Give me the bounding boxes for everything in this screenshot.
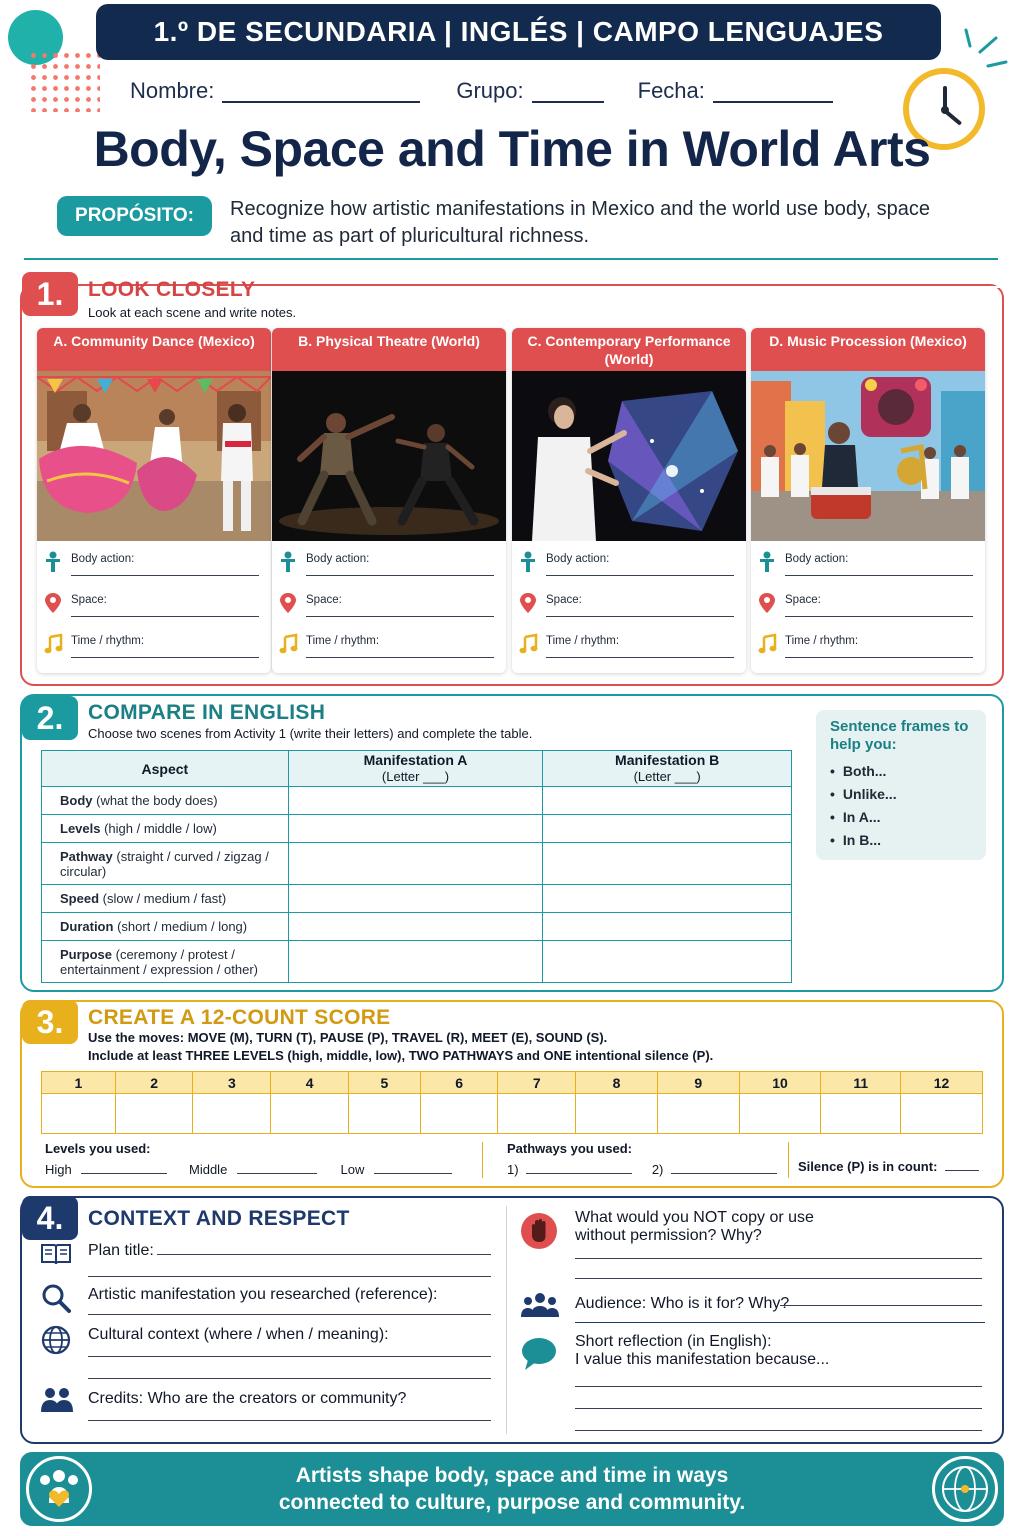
count-cell[interactable] xyxy=(576,1094,658,1134)
count-header: 1 xyxy=(42,1072,116,1094)
purpose-label: PROPÓSITO: xyxy=(57,196,212,236)
scene-card-d xyxy=(751,328,985,673)
table-row: Pathway (straight / curved / zigzag / circular) xyxy=(42,843,792,885)
count-header: 6 xyxy=(420,1072,498,1094)
community-icon xyxy=(40,1386,74,1414)
section-4-title: CONTEXT AND RESPECT xyxy=(88,1207,350,1230)
col-manifestation-a: Manifestation A (Letter ___) xyxy=(288,751,543,787)
scene-card-title: D. Music Procession (Mexico) xyxy=(751,328,985,371)
researched-label: Artistic manifestation you researched (reference): xyxy=(88,1286,438,1303)
name-label: Nombre: xyxy=(130,78,215,103)
count-header: 9 xyxy=(657,1072,739,1094)
time-rhythm-note[interactable]: Time / rhythm: xyxy=(751,623,985,664)
section-1-number: 1. xyxy=(22,272,78,316)
body-action-note[interactable]: Body action: xyxy=(751,541,985,582)
count-cell[interactable] xyxy=(42,1094,116,1134)
space-note[interactable]: Space: xyxy=(37,582,271,623)
audience-label: Audience: Who is it for? Why? xyxy=(575,1295,790,1312)
reflection-prompt: I value this manifestation because... xyxy=(575,1351,830,1368)
col-aspect: Aspect xyxy=(42,751,289,787)
person-icon xyxy=(278,551,298,573)
location-pin-icon xyxy=(757,592,777,614)
answer-cell[interactable] xyxy=(288,941,543,983)
sentence-frames-box xyxy=(816,710,986,860)
book-icon xyxy=(40,1242,72,1266)
location-pin-icon xyxy=(43,592,63,614)
body-action-note[interactable]: Body action: xyxy=(272,541,506,582)
answer-cell[interactable] xyxy=(288,843,543,885)
scene-card-a xyxy=(37,328,271,673)
count-header: 7 xyxy=(498,1072,576,1094)
count-cell[interactable] xyxy=(115,1094,193,1134)
not-copy-label: What would you NOT copy or use without permission? Why? xyxy=(575,1209,814,1244)
sentence-frames-title: Sentence frames to help you: xyxy=(830,718,969,753)
person-icon xyxy=(43,551,63,573)
scene-card-title: A. Community Dance (Mexico) xyxy=(37,328,271,371)
reflection-field-line2[interactable] xyxy=(575,1408,982,1409)
time-rhythm-note[interactable]: Time / rhythm: xyxy=(512,623,746,664)
footer-banner xyxy=(20,1452,1004,1526)
plan-title-field[interactable] xyxy=(157,1254,491,1255)
reflection-field-line3[interactable] xyxy=(575,1430,982,1431)
count-cell[interactable] xyxy=(498,1094,576,1134)
section-2-instruction: Choose two scenes from Activity 1 (write their letters) and complete the table. xyxy=(88,726,533,741)
group-field[interactable] xyxy=(532,79,604,103)
section-1-instruction: Look at each scene and write notes. xyxy=(88,305,297,320)
scene-card-title: C. Contemporary Performance (World) xyxy=(512,328,746,371)
purpose-text: Recognize how artistic manifestations in Mexico and the world use body, space and time as part of pluricultural richness. xyxy=(230,198,930,247)
answer-cell[interactable] xyxy=(288,885,543,913)
table-row: Duration (short / medium / long) xyxy=(42,913,792,941)
space-note[interactable]: Space: xyxy=(272,582,506,623)
contemporary-performance-image xyxy=(512,371,746,541)
count-header: 5 xyxy=(348,1072,420,1094)
count-cell[interactable] xyxy=(739,1094,821,1134)
context-label: Cultural context (where / when / meaning): xyxy=(88,1326,389,1343)
answer-cell[interactable] xyxy=(543,885,792,913)
section-2-title: COMPARE IN ENGLISH xyxy=(88,701,326,724)
count-header: 8 xyxy=(576,1072,658,1094)
answer-cell[interactable] xyxy=(543,815,792,843)
answer-cell[interactable] xyxy=(543,941,792,983)
pathways-label: Pathways you used: xyxy=(507,1141,632,1156)
date-label: Fecha: xyxy=(637,78,705,103)
low-level-field[interactable] xyxy=(374,1160,452,1174)
table-row: Purpose (ceremony / protest / entertainment / expression / other) xyxy=(42,941,792,983)
time-rhythm-note[interactable]: Time / rhythm: xyxy=(272,623,506,664)
researched-field[interactable] xyxy=(88,1314,491,1315)
table-row: Levels (high / middle / low) xyxy=(42,815,792,843)
group-label: Grupo: xyxy=(456,78,524,103)
comparison-table xyxy=(41,750,792,983)
col-manifestation-b: Manifestation B (Letter ___) xyxy=(543,751,792,787)
community-dance-image xyxy=(37,371,271,541)
grade-banner: 1.º DE SECUNDARIA | INGLÉS | CAMPO LENGUAJES xyxy=(96,4,941,60)
person-icon xyxy=(518,551,538,573)
globe-icon xyxy=(40,1324,72,1356)
count-cell[interactable] xyxy=(821,1094,901,1134)
levels-fields: High Middle Low xyxy=(45,1160,475,1177)
section-3-title: CREATE A 12-COUNT SCORE xyxy=(88,1006,391,1029)
physical-theatre-image xyxy=(272,371,506,541)
community-heart-icon xyxy=(26,1456,92,1522)
count-header: 12 xyxy=(901,1072,983,1094)
count-cell[interactable] xyxy=(420,1094,498,1134)
location-pin-icon xyxy=(518,592,538,614)
count-cell[interactable] xyxy=(271,1094,349,1134)
count-score-table xyxy=(41,1071,983,1134)
answer-cell[interactable] xyxy=(543,843,792,885)
space-note[interactable]: Space: xyxy=(751,582,985,623)
table-row: Body (what the body does) xyxy=(42,787,792,815)
location-pin-icon xyxy=(278,592,298,614)
plan-title-field-line2[interactable] xyxy=(88,1276,491,1277)
music-note-icon xyxy=(757,633,777,655)
globe-network-icon xyxy=(932,1456,998,1522)
count-header: 3 xyxy=(193,1072,271,1094)
answer-cell[interactable] xyxy=(288,815,543,843)
body-action-note[interactable]: Body action: xyxy=(512,541,746,582)
frame-item: • In B... xyxy=(830,829,972,852)
credits-label: Credits: Who are the creators or community? xyxy=(88,1390,407,1407)
pathway-2-field[interactable] xyxy=(671,1160,777,1174)
credits-field[interactable] xyxy=(88,1420,491,1421)
count-header: 10 xyxy=(739,1072,821,1094)
body-action-note[interactable]: Body action: xyxy=(37,541,271,582)
answer-cell[interactable] xyxy=(288,913,543,941)
count-cell[interactable] xyxy=(657,1094,739,1134)
name-field[interactable] xyxy=(222,79,420,103)
time-rhythm-note[interactable]: Time / rhythm: xyxy=(37,623,271,664)
context-field-line2[interactable] xyxy=(88,1378,491,1379)
person-icon xyxy=(757,551,777,573)
frame-item: • Both... xyxy=(830,760,972,783)
count-cell[interactable] xyxy=(348,1094,420,1134)
section-3-instruction: Use the moves: MOVE (M), TURN (T), PAUSE (P), TRAVEL (R), MEET (E), SOUND (S). Include at least THREE LEVELS (high, middle, low), TWO PATHWAYS and ONE intentional silence (P). xyxy=(88,1030,714,1063)
context-field-line1[interactable] xyxy=(88,1356,491,1357)
divider xyxy=(24,258,998,260)
section-2-number: 2. xyxy=(22,696,78,740)
reflection-field-line1[interactable] xyxy=(575,1386,982,1387)
section-1-title: LOOK CLOSELY xyxy=(88,278,256,301)
not-copy-field-line1[interactable] xyxy=(575,1258,982,1259)
silence-count: Silence (P) is in count: xyxy=(798,1157,988,1174)
table-row: Speed (slow / medium / fast) xyxy=(42,885,792,913)
student-info-row xyxy=(130,74,870,108)
pathway-1-field[interactable] xyxy=(526,1160,632,1174)
stop-hand-icon xyxy=(520,1212,558,1250)
count-header: 2 xyxy=(115,1072,193,1094)
decorative-dots xyxy=(28,50,100,112)
music-procession-image xyxy=(751,371,985,541)
audience-field[interactable] xyxy=(780,1305,982,1306)
scene-card-c xyxy=(512,328,746,673)
plan-title-label: Plan title: xyxy=(88,1242,154,1259)
space-note[interactable]: Space: xyxy=(512,582,746,623)
count-header: 11 xyxy=(821,1072,901,1094)
speech-bubble-icon xyxy=(520,1336,558,1372)
pathways-fields: 1) 2) xyxy=(507,1160,787,1177)
high-level-field[interactable] xyxy=(81,1160,167,1174)
silence-count-field[interactable] xyxy=(945,1157,979,1171)
levels-label: Levels you used: xyxy=(45,1141,151,1156)
music-note-icon xyxy=(278,633,298,655)
answer-cell[interactable] xyxy=(288,787,543,815)
answer-cell[interactable] xyxy=(543,913,792,941)
answer-cell[interactable] xyxy=(543,787,792,815)
scene-card-b xyxy=(272,328,506,673)
frame-item: • In A... xyxy=(830,806,972,829)
frame-item: • Unlike... xyxy=(830,783,972,806)
not-copy-field-line2[interactable] xyxy=(575,1278,982,1279)
audience-icon xyxy=(520,1290,560,1318)
music-note-icon xyxy=(43,633,63,655)
count-cell[interactable] xyxy=(193,1094,271,1134)
music-note-icon xyxy=(518,633,538,655)
date-field[interactable] xyxy=(713,79,833,103)
magnifier-icon xyxy=(40,1282,72,1314)
reflection-title: Short reflection (in English): xyxy=(575,1333,772,1350)
count-cell[interactable] xyxy=(901,1094,983,1134)
count-header: 4 xyxy=(271,1072,349,1094)
footer-message: Artists shape body, space and time in ways connected to culture, purpose and community. xyxy=(278,1464,746,1514)
scene-card-title: B. Physical Theatre (World) xyxy=(272,328,506,371)
section-4-number: 4. xyxy=(22,1196,78,1240)
section-3-number: 3. xyxy=(22,1000,78,1044)
page-title: Body, Space and Time in World Arts xyxy=(93,121,931,177)
middle-level-field[interactable] xyxy=(237,1160,317,1174)
